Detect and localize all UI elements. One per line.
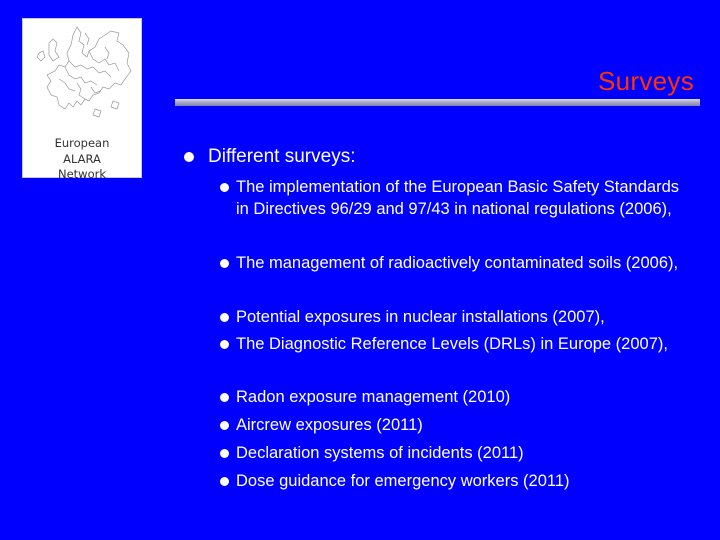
bullet-icon — [220, 477, 229, 486]
list-item-text: The Diagnostic Reference Levels (DRLs) in Europe (2007), — [236, 335, 668, 353]
bullet-icon — [220, 183, 229, 192]
bullet-icon — [220, 449, 229, 458]
bullet-icon — [184, 152, 194, 162]
bullet-icon — [220, 313, 229, 322]
bullet-icon — [220, 340, 229, 349]
title-divider — [175, 99, 700, 106]
bullet-icon — [220, 393, 229, 402]
bullet-heading: Different surveys: — [208, 146, 356, 167]
logo-text — [23, 136, 141, 183]
logo-line-1: European — [54, 136, 110, 150]
list-item-text: Potential exposures in nuclear installations (2007), — [236, 308, 605, 326]
europe-map-icon — [29, 23, 135, 127]
list-item-text: The management of radioactively contaminated soils (2006), — [236, 254, 679, 272]
list-item-text: Dose guidance for emergency workers (2011) — [236, 472, 570, 490]
bullet-icon — [220, 259, 229, 268]
european-alara-network-logo — [22, 18, 142, 181]
logo-line-2: ALARA — [63, 151, 101, 166]
list-item-text: Aircrew exposures (2011) — [236, 416, 423, 434]
slide-title: Surveys — [597, 66, 694, 96]
list-item-text: Radon exposure management (2010) — [236, 388, 511, 406]
list-item-text: The implementation of the European Basic Safety Standards in Directives 96/29 and 97/43 in national regulations (2006), — [236, 178, 680, 218]
bullet-icon — [220, 421, 229, 430]
logo-line-3: Network — [57, 167, 107, 181]
list-item-text: Declaration systems of incidents (2011) — [236, 444, 524, 462]
